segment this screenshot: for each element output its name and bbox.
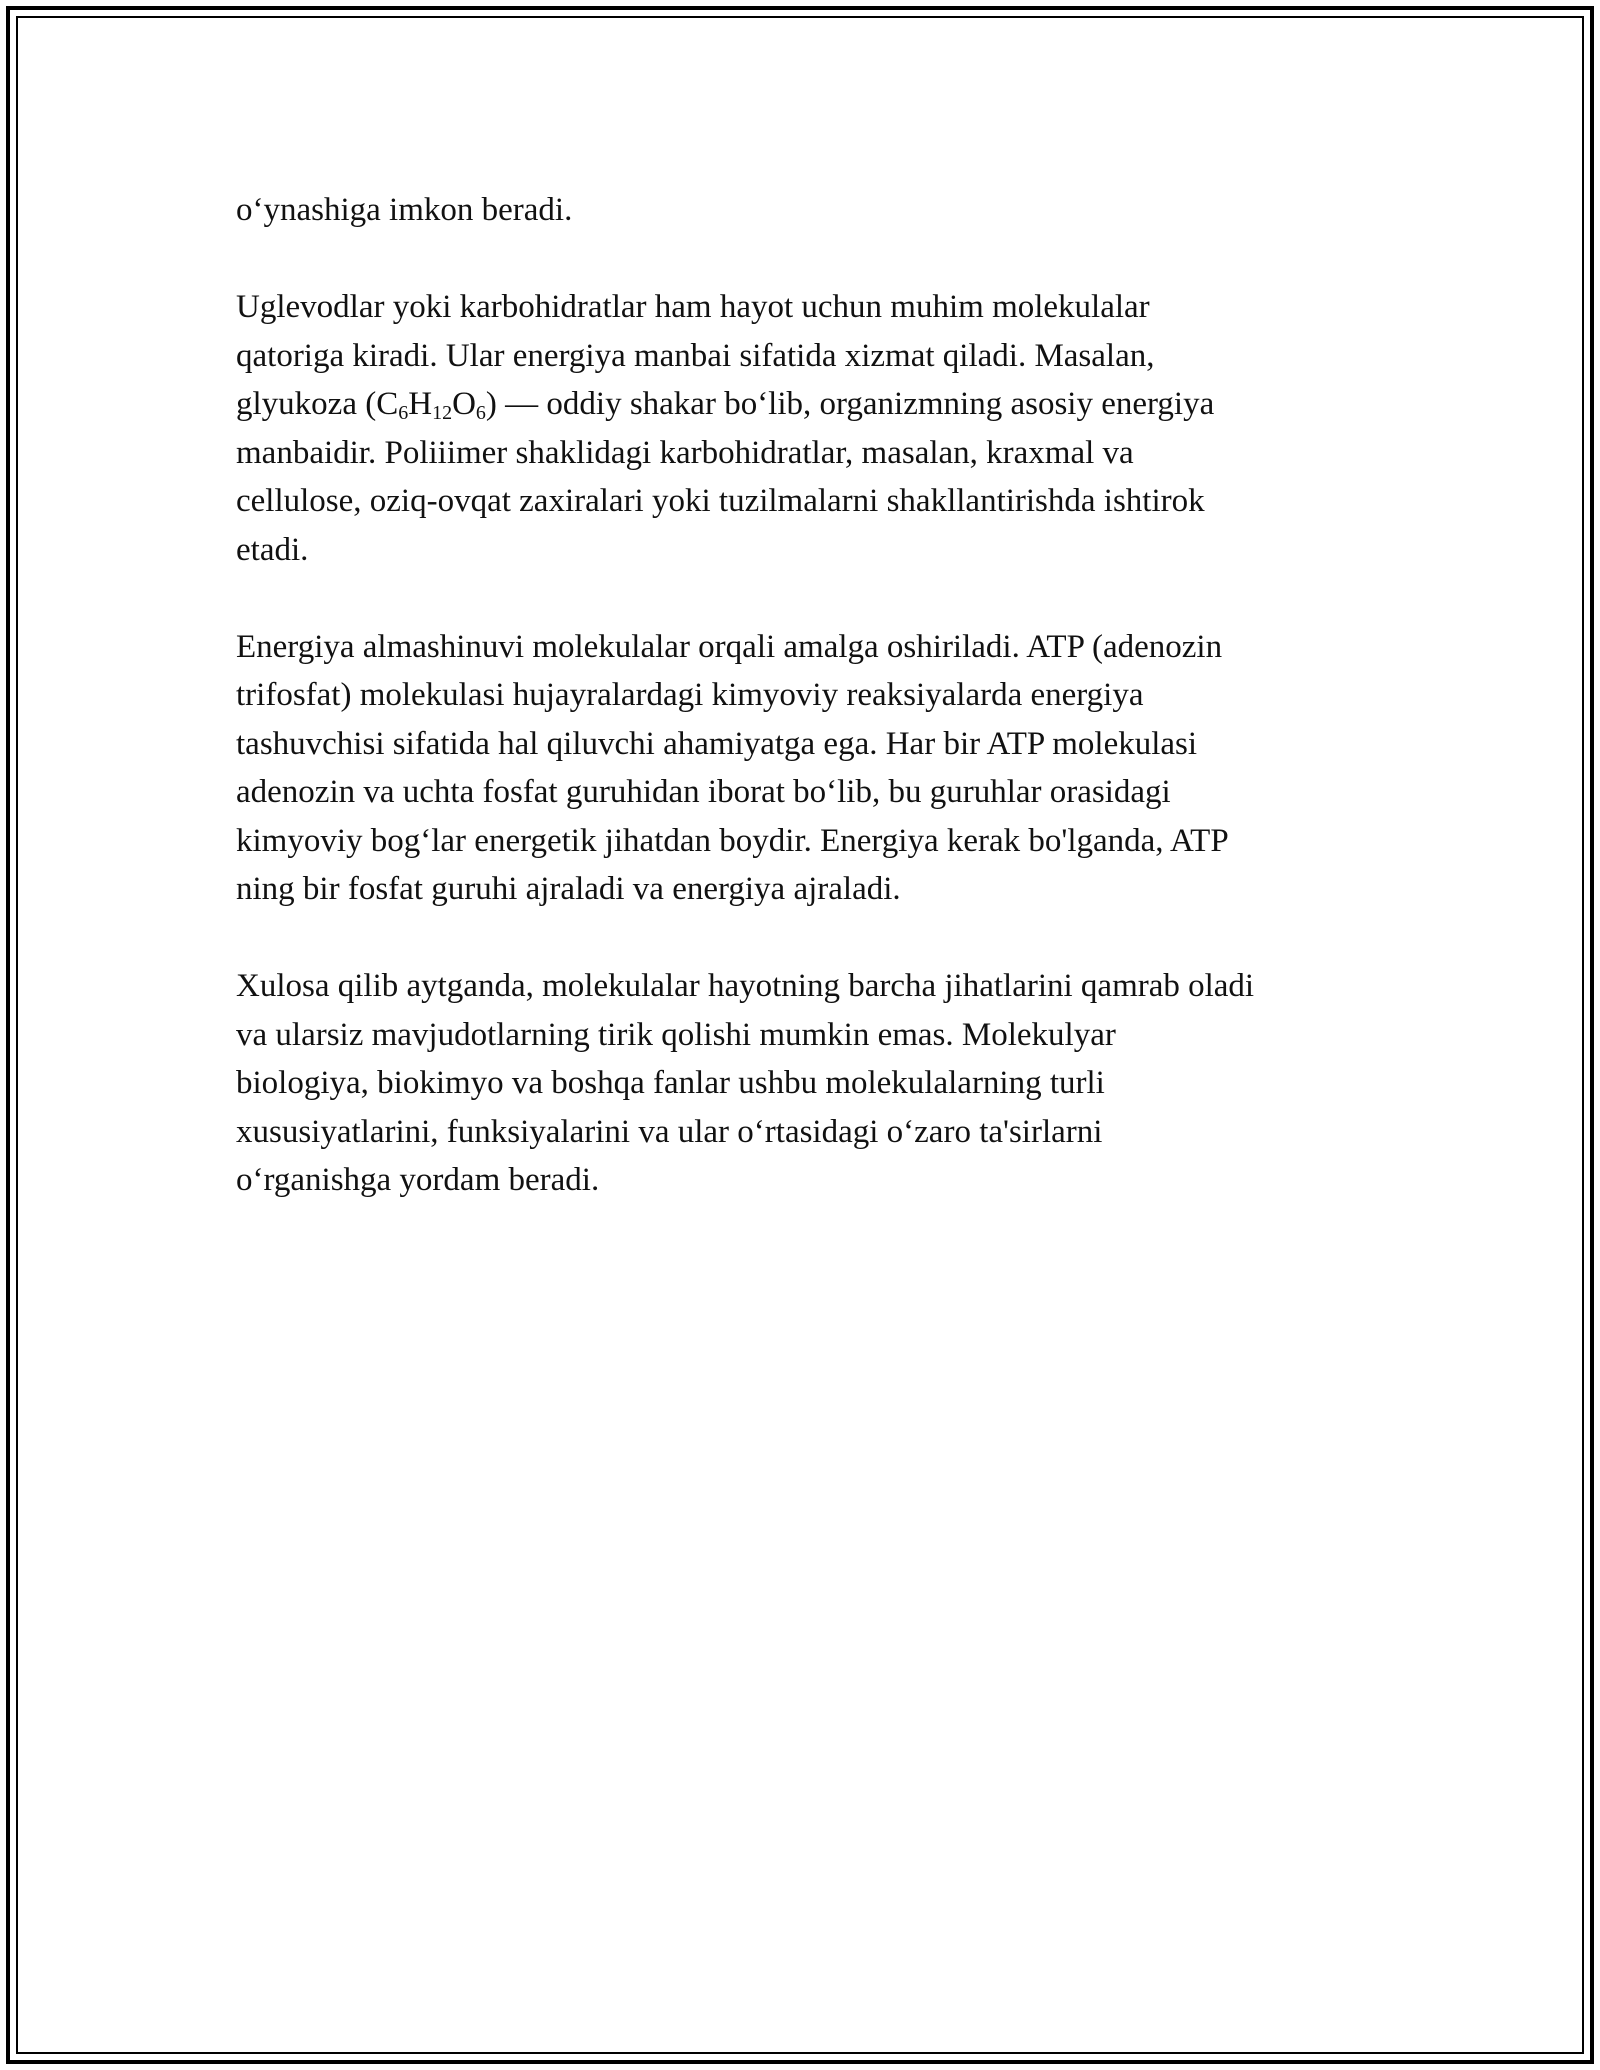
paragraph-text: Xulosa qilib aytganda, molekulalar hayotning barcha jihatlarini qamrab oladi va ularsiz mavjudotlarning tirik qolishi mumkin emas. Molekulyar biologiya, biokimyo va boshqa fanlar ushbu molekulalarning turli xususiyatlarini, funksiyalarini va ular o‘rtasidagi o‘zaro ta'sirlarni o‘rganishga yordam beradi.: [236, 968, 1255, 1198]
paragraph-continuation: [236, 186, 1386, 235]
paragraph-text: ) — oddiy shakar bo‘lib, organizmning asosiy energiya manbaidir. Poliiimer shaklidagi karbohidratlar, masalan, kraxmal va cellulose, oziq-ovqat zaxiralari yoki tuzilmalarni shakllantirishda ishtirok etadi.: [236, 386, 1215, 568]
formula-element: C: [376, 386, 399, 422]
paragraph-text: Uglevodlar yoki karbohidratlar ham hayot uchun muhim molekulalar qatoriga kiradi. Ular energiya manbai sifatida xizmat qiladi. Masalan, glyukoza (: [236, 289, 1155, 422]
paragraph-conclusion: [236, 962, 1386, 1205]
paragraph-carbohydrates: [236, 283, 1386, 574]
paragraph-text: Energiya almashinuvi molekulalar orqali amalga oshiriladi. ATP (adenozin trifosfat) molekulasi hujayralardagi kimyoviy reaksiyalarda energiya tashuvchisi sifatida hal qiluvchi ahamiyatga ega. Har bir ATP molekulasi adenozin va uchta fosfat guruhidan iborat bo‘lib, bu guruhlar orasidagi kimyoviy bog‘lar energetik jihatdan boydir. Energiya kerak bo'lganda, ATP ning bir fosfat guruhi ajraladi va energiya ajraladi.: [236, 628, 1229, 907]
formula-element: H: [408, 386, 433, 422]
paragraph-text: o‘ynashiga imkon beradi.: [236, 192, 573, 228]
formula-element: O: [452, 386, 476, 422]
page-content: [236, 186, 1386, 1205]
formula-subscript: 12: [432, 402, 453, 424]
paragraph-energy: [236, 623, 1386, 914]
glucose-formula: [376, 386, 486, 422]
formula-subscript: 6: [398, 402, 409, 424]
formula-subscript: 6: [475, 402, 486, 424]
